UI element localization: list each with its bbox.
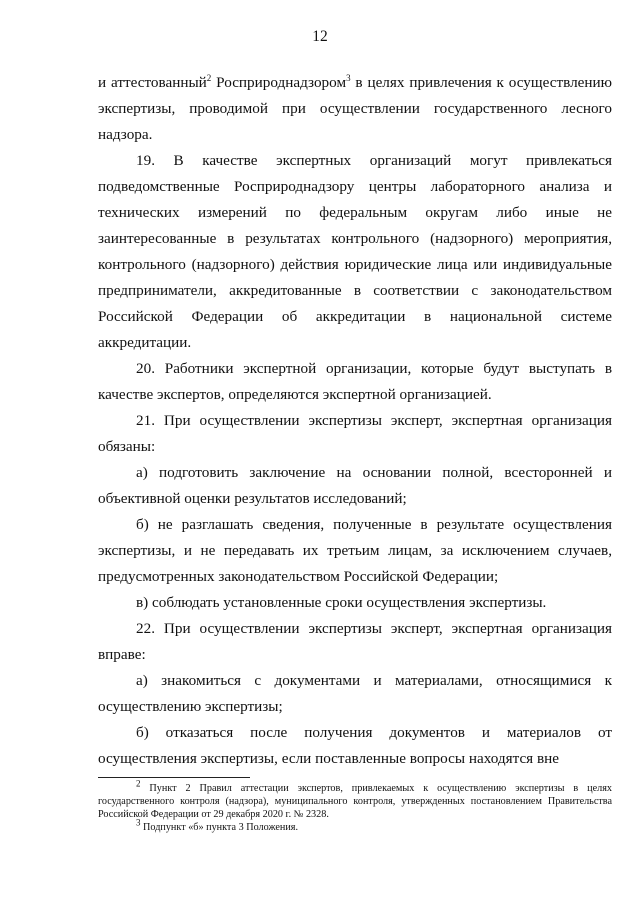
- footnote-ref-2[interactable]: 2: [206, 72, 212, 83]
- footnote-2: [98, 778, 612, 821]
- paragraph-19: 19. В качестве экспертных организаций могут привлекаться подведомственные Росприроднадзору центры лабораторного анализа и технических измерений по федеральным округам либо иные не заинтересованные в результатах контрольного (надзорного) мероприятия, контрольного (надзорного) действия юридические лица или индивидуальные предприниматели, аккредитованные в соответствии с законодательством Российской Федерации об аккредитации в национальной системе аккредитации.: [98, 152, 612, 351]
- paragraph-21-a: а) подготовить заключение на основании полной, всесторонней и объективной оценки результатов исследований;: [98, 464, 612, 507]
- footnote-3: [98, 817, 612, 834]
- page-number: 12: [312, 28, 328, 45]
- footnote-mark: 2: [136, 778, 141, 789]
- paragraph-22: 22. При осуществлении экспертизы эксперт, экспертная организация вправе:: [98, 620, 612, 663]
- paragraph-text: и аттестованный: [98, 74, 207, 91]
- paragraph-22-a: а) знакомиться с документами и материалами, относящимися к осуществлению экспертизы;: [98, 672, 612, 715]
- footnote-mark: 3: [136, 817, 141, 828]
- footnotes: [98, 778, 612, 834]
- footnote-separator: [98, 777, 250, 778]
- document-body: [98, 70, 612, 772]
- paragraph-21-v: в) соблюдать установленные сроки осуществления экспертизы.: [136, 594, 547, 611]
- paragraph-text: в целях привлечения к осуществлению экспертизы, проводимой при осуществлении государственного лесного надзора.: [98, 74, 612, 143]
- paragraph-text: Росприроднадзором: [211, 74, 347, 91]
- footnote-text: Подпункт «б» пункта 3 Положения.: [140, 822, 299, 833]
- paragraph-continuation: [98, 70, 612, 148]
- paragraph-21: 21. При осуществлении экспертизы эксперт, экспертная организация обязаны:: [98, 412, 612, 455]
- footnote-text: Пункт 2 Правил аттестации экспертов, привлекаемых к осуществлению экспертизы в целях государственного контроля (надзора), муниципального контроля, утвержденных постановлением Правительства Российской Федерации от 29 декабря 2020 г. № 2328.: [98, 783, 612, 820]
- paragraph-21-b: б) не разглашать сведения, полученные в результате осуществления экспертизы, и не передавать их третьим лицам, за исключением случаев, предусмотренных законодательством Российской Федерации;: [98, 516, 612, 585]
- paragraph-22-b: б) отказаться после получения документов и материалов от осуществления экспертизы, если поставленные вопросы находятся вне: [98, 724, 612, 767]
- footnote-ref-3[interactable]: 3: [346, 72, 351, 83]
- paragraph-20: 20. Работники экспертной организации, которые будут выступать в качестве экспертов, определяются экспертной организацией.: [98, 360, 612, 403]
